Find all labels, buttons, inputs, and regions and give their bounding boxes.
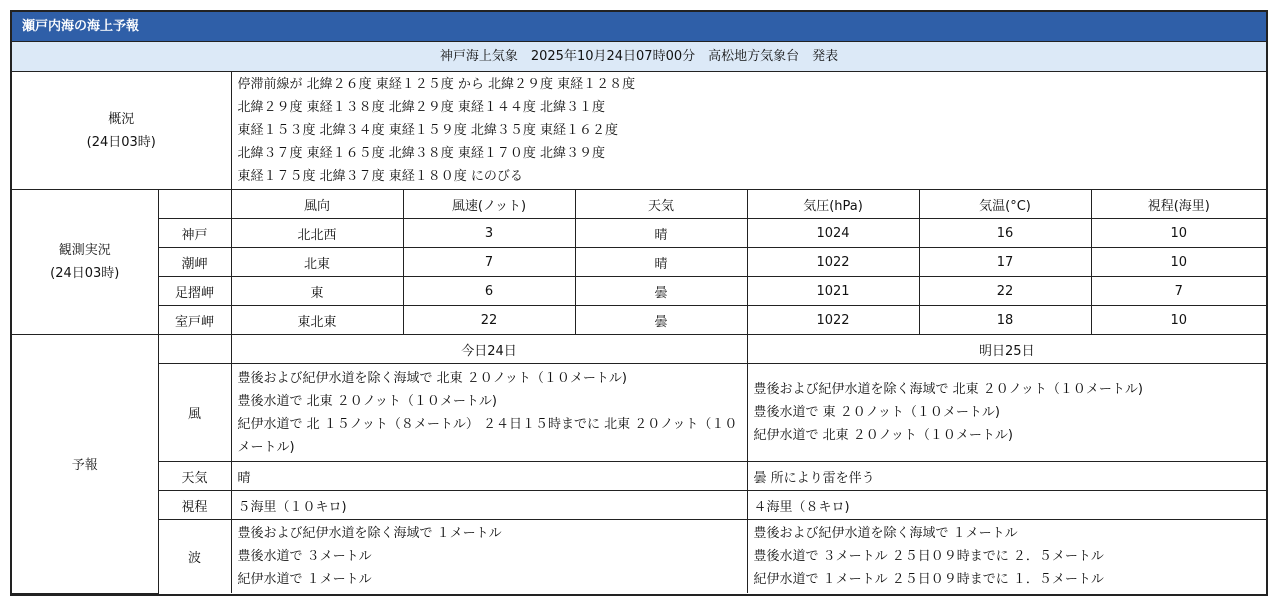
station-header-empty (158, 190, 231, 219)
table-row (12, 306, 1266, 335)
issued-info: 神戸海上気象 2025年10月24日07時00分 高松地方気象台 発表 (12, 42, 1266, 72)
weather-today: 晴 (231, 462, 747, 491)
station-name: 室戸岬 (158, 306, 231, 335)
table-row (12, 219, 1266, 248)
wave-tomorrow-line: 紀伊水道で １メートル ２５日０９時までに １．５メートル (753, 572, 1104, 587)
wind-tomorrow-line: 豊後および紀伊水道を除く海域で 北東 ２０ノット（１０メートル) (753, 382, 1143, 397)
temperature: 16 (919, 219, 1091, 248)
wave-today-cell (231, 520, 747, 594)
wave-today-line: 紀伊水道で １メートル (237, 572, 372, 587)
overview-time: (24日03時) (86, 134, 156, 150)
pressure: 1021 (747, 277, 919, 306)
header-wind-speed: 風速(ノット) (403, 190, 575, 219)
overview-text-cell (231, 72, 1266, 190)
overview-label-cell (12, 72, 231, 190)
visibility: 10 (1091, 306, 1266, 335)
forecast-today-label: 今日24日 (231, 335, 747, 364)
header-temperature: 気温(°C) (919, 190, 1091, 219)
wind-tomorrow-line: 豊後水道で 東 ２０ノット（１０メートル) (753, 405, 1000, 420)
forecast-header-row (12, 335, 1266, 364)
pressure: 1024 (747, 219, 919, 248)
visibility-label: 視程 (158, 491, 231, 520)
forecast-weather-row (12, 462, 1266, 491)
wind-direction: 北北西 (231, 219, 403, 248)
table-row (12, 277, 1266, 306)
overview-line: 北緯３７度 東経１６５度 北緯３８度 東経１７０度 北緯３９度 (237, 146, 606, 161)
wave-today-line: 豊後および紀伊水道を除く海域で １メートル (237, 526, 502, 541)
wave-tomorrow-line: 豊後水道で ３メートル ２５日０９時までに ２．５メートル (753, 549, 1104, 564)
forecast-tomorrow-label: 明日25日 (747, 335, 1266, 364)
visibility-today: ５海里（１０キロ) (231, 491, 747, 520)
observation-time: (24日03時) (50, 266, 120, 281)
overview-line: 東経１７５度 北緯３７度 東経１８０度 にのびる (237, 169, 523, 184)
overview-label: 概況 (108, 111, 135, 127)
header-pressure: 気圧(hPa) (747, 190, 919, 219)
forecast-header-empty (158, 335, 231, 364)
wave-tomorrow-cell (747, 520, 1266, 594)
header-visibility: 視程(海里) (1091, 190, 1266, 219)
wind-today-line: 紀伊水道で 北 １５ノット（８メートル） ２４日１５時までに 北東 ２０ノット（１０メートル) (237, 416, 738, 455)
weather-label: 天気 (158, 462, 231, 491)
weather: 晴 (575, 219, 747, 248)
wind-direction: 北東 (231, 248, 403, 277)
wind-speed: 22 (403, 306, 575, 335)
observation-label-cell (12, 190, 158, 335)
table-row (12, 248, 1266, 277)
wind-speed: 3 (403, 219, 575, 248)
overview-line: 北緯２９度 東経１３８度 北緯２９度 東経１４４度 北緯３１度 (237, 100, 606, 115)
station-name: 潮岬 (158, 248, 231, 277)
wind-today-cell (231, 364, 747, 462)
visibility: 7 (1091, 277, 1266, 306)
header-weather: 天気 (575, 190, 747, 219)
forecast-label: 予報 (12, 335, 158, 594)
temperature: 22 (919, 277, 1091, 306)
page-title: 瀬戸内海の海上予報 (12, 12, 1266, 42)
overview-line: 停滞前線が 北緯２６度 東経１２５度 から 北緯２９度 東経１２８度 (237, 77, 636, 92)
overview-row (12, 72, 1266, 190)
pressure: 1022 (747, 306, 919, 335)
wave-today-line: 豊後水道で ３メートル (237, 549, 372, 564)
weather: 晴 (575, 248, 747, 277)
wind-tomorrow-cell (747, 364, 1266, 462)
visibility-tomorrow: ４海里（８キロ) (747, 491, 1266, 520)
observation-label: 観測実況 (58, 243, 111, 258)
weather: 曇 (575, 277, 747, 306)
visibility: 10 (1091, 219, 1266, 248)
overview-line: 東経１５３度 北緯３４度 東経１５９度 北緯３５度 東経１６２度 (237, 123, 619, 138)
station-name: 神戸 (158, 219, 231, 248)
pressure: 1022 (747, 248, 919, 277)
observation-header-row (12, 190, 1266, 219)
forecast-panel (10, 10, 1268, 596)
wind-speed: 7 (403, 248, 575, 277)
wave-label: 波 (158, 520, 231, 594)
weather: 曇 (575, 306, 747, 335)
wind-direction: 東 (231, 277, 403, 306)
wave-tomorrow-line: 豊後および紀伊水道を除く海域で １メートル (753, 526, 1018, 541)
wind-tomorrow-line: 紀伊水道で 北東 ２０ノット（１０メートル) (753, 428, 1013, 443)
wind-today-line: 豊後および紀伊水道を除く海域で 北東 ２０ノット（１０メートル) (237, 370, 627, 386)
wind-direction: 東北東 (231, 306, 403, 335)
forecast-wind-row (12, 364, 1266, 462)
forecast-visibility-row (12, 491, 1266, 520)
temperature: 18 (919, 306, 1091, 335)
header-wind-direction: 風向 (231, 190, 403, 219)
forecast-table (12, 72, 1266, 594)
visibility: 10 (1091, 248, 1266, 277)
forecast-wave-row (12, 520, 1266, 594)
station-name: 足摺岬 (158, 277, 231, 306)
wind-label: 風 (158, 364, 231, 462)
wind-today-line: 豊後水道で 北東 ２０ノット（１０メートル) (237, 393, 497, 409)
weather-tomorrow: 曇 所により雷を伴う (747, 462, 1266, 491)
temperature: 17 (919, 248, 1091, 277)
wind-speed: 6 (403, 277, 575, 306)
